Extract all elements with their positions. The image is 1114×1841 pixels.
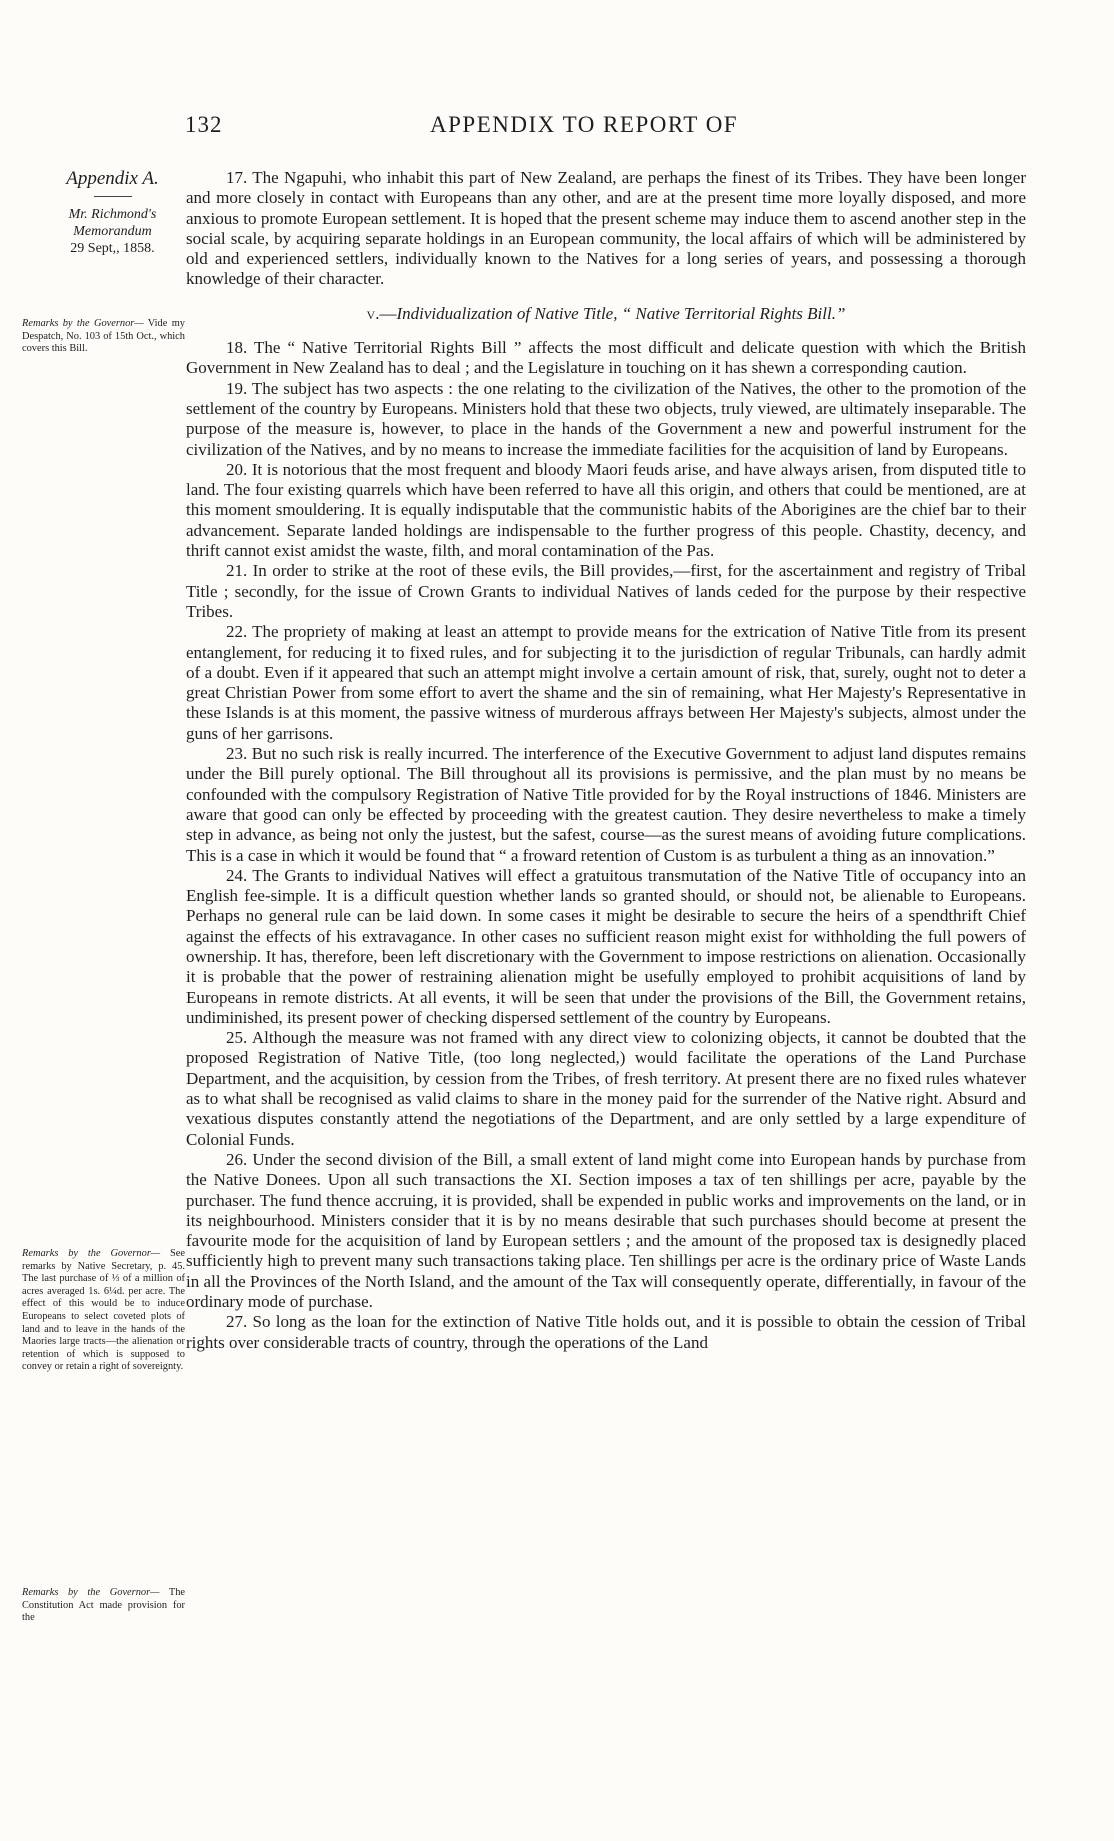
document-body <box>186 168 1026 1353</box>
paragraph-21: 21. In order to strike at the root of these evils, the Bill provides,—first, for the ascertainment and registry of Tribal Title ; secondly, for the issue of Crown Grants to individual Natives of lands ceded for the purpose by their respective Tribes. <box>186 561 1026 621</box>
margin-note-label: Remarks by the Governor— <box>22 318 144 329</box>
page-header <box>0 112 1114 144</box>
paragraph-26: 26. Under the second division of the Bill, a small extent of land might come into European hands by purchase from the Native Donees. Upon all such transactions the XI. Section imposes a tax of ten shillings per acre, payable by the purchaser. The fund thence accruing, it is provided, shall be expended in public works and improvements on the land, or in its neighbourhood. Ministers consider that it is by no means desirable that such purchases should become at present the favourite mode for the acquisition of land by European settlers ; and the amount of the proposed tax is designedly placed sufficiently high to prevent many such transactions taking place. Ten shillings per acre is the ordinary price of Waste Lands in all the Provinces of the North Island, and the amount of the Tax will consequently operate, differentially, in favour of the ordinary mode of purchase. <box>186 1149 1026 1312</box>
paragraph-24: 24. The Grants to individual Natives will effect a gratuitous transmutation of the Native Title of occupancy into an English fee-simple. It is a difficult question whether lands so granted should, or should not, be alienable to Europeans. Perhaps no general rule can be laid down. In some cases it might be desirable to secure the heirs of a spendthrift Chief against the effects of his extravagance. In other cases no sufficient reason might exist for withholding the full powers of ownership. It has, therefore, been left discretionary with the Government to impose restrictions on alienation. Occasionally it is probable that the power of restraining alienation might be usefully employed to prohibit acquisitions of land by Europeans in remote districts. At all events, it will be seen that under the provisions of the Bill, the Government retains, undiminished, its present power of checking dispersed settlement of the country by Europeans. <box>186 865 1026 1027</box>
margin-note-governor-1 <box>22 318 185 356</box>
running-title: APPENDIX TO REPORT OF <box>430 112 739 137</box>
page-number: 132 <box>185 112 223 137</box>
paragraph-25: 25. Although the measure was not framed with any direct view to colonizing objects, it cannot be doubted that the proposed Registration of Native Title, (too long neglected,) would facilitate the operations of the Land Purchase Department, and the acquisition, by cession from the Tribes, of fresh territory. At present there are no fixed rules whatever as to what shall be recognised as valid claims to share in the money paid for the surrender of the Native right. Absurd and vexatious disputes constantly attend the negotiations of the Department, and are only settled by a large expenditure of Colonial Funds. <box>186 1028 1026 1149</box>
section-title: Individualization of Native Title, “ Native Territorial Rights Bill.” <box>396 303 846 323</box>
margin-note-label: Remarks by the Governor— <box>22 1587 160 1598</box>
paragraph-22: 22. The propriety of making at least an attempt to provide means for the extrication of Native Title from its present entanglement, for reducing it to fixed rules, and for subjecting it to the jurisdiction of regular Tribunals, can hardly admit of a doubt. Even if it appeared that such an attempt might involve a certain amount of risk, that, surely, ought not to deter a great Christian Power from some effort to avert the shame and the sin of remaining, what Her Majesty's Representative in these Islands is at this moment, the passive witness of murderous affrays between Her Majesty's subjects, almost under the guns of her garrisons. <box>186 622 1026 743</box>
margin-note-governor-2 <box>22 1248 185 1374</box>
paragraph-19: 19. The subject has two aspects : the one relating to the civilization of the Natives, the other to the promotion of the settlement of the country by Europeans. Ministers hold that these two objects, truly viewed, are ultimately inseparable. The purpose of the measure is, however, to place in the hands of the Government a new and powerful instrument for the civilization of the Natives, and by no means to increase the immediate facilities for the acquisition of land by Europeans. <box>186 378 1026 459</box>
margin-note-text: The Constitution Act made provision for the <box>22 1587 185 1624</box>
margin-appendix-reference <box>50 168 175 257</box>
memo-type: Memorandum <box>73 224 152 239</box>
margin-note-text: See remarks by Native Secretary, p. 45. The last purchase of ⅓ of a million of acres averaged 1s. 6¼d. per acre. The effect of this would be to induce Europeans to select coveted plots of land and to leave in the hands of the Maories large tracts—the alienation or retention of which is supposed to convey or retain a right of sovereignty. <box>22 1248 185 1373</box>
margin-note-text: Vide my Despatch, No. 103 of 15th Oct., which covers this Bill. <box>22 318 185 355</box>
margin-note-label: Remarks by the Governor— <box>22 1248 161 1259</box>
section-heading <box>186 304 1026 324</box>
margin-divider <box>94 196 132 197</box>
margin-note-governor-3 <box>22 1587 185 1625</box>
paragraph-17: 17. The Ngapuhi, who inhabit this part of New Zealand, are perhaps the finest of its Tribes. They have been longer and more closely in contact with Europeans than any other, and are at the present time more loyally disposed, and more anxious to promote European settlement. It is hoped that the present scheme may induce them to ascend another step in the social scale, by acquiring separate holdings in an European community, the local affairs of which will be administered by old and experienced settlers, individually known to the Natives for a long series of years, and possessing a thorough knowledge of their character. <box>186 168 1026 289</box>
paragraph-27: 27. So long as the loan for the extinction of Native Title holds out, and it is possible to obtain the cession of Tribal rights over considerable tracts of country, through the operations of the Land <box>186 1312 1026 1352</box>
memo-date: 29 Sept,, 1858. <box>70 241 155 256</box>
paragraph-20: 20. It is notorious that the most frequent and bloody Maori feuds arise, and have always arisen, from disputed title to land. The four existing quarrels which have been referred to have all this origin, and others that could be mentioned, are at this moment smouldering. It is equally indisputable that the communistic habits of the Aborigines are the chief bar to their advancement. Separate landed holdings are indispensable to the further progress of this people. Chastity, decency, and thrift cannot exist amidst the waste, filth, and moral contamination of the Pas. <box>186 459 1026 561</box>
memo-author: Mr. Richmond's <box>68 207 157 222</box>
paragraph-23: 23. But no such risk is really incurred. The interference of the Executive Government to adjust land disputes remains under the Bill purely optional. The Bill throughout all its provisions is permissive, and the plan must by no means be confounded with the compulsory Registration of Native Title provided for by the Royal instructions of 1846. Ministers are aware that good can only be effected by proceeding with the greatest caution. They desire nevertheless to make a timely step in advance, as being not only the justest, but the safest, course—as the surest means of avoiding future complications. This is a case in which it would be found that “ a froward retention of Custom is as turbulent a thing as an innovation.” <box>186 744 1026 865</box>
section-number: v.— <box>366 303 397 323</box>
appendix-label: Appendix A. <box>66 168 159 189</box>
paragraph-18: 18. The “ Native Territorial Rights Bill ” affects the most difficult and delicate question with which the British Government in New Zealand has to deal ; and the Legislature in touching on it has shewn a corresponding caution. <box>186 338 1026 378</box>
